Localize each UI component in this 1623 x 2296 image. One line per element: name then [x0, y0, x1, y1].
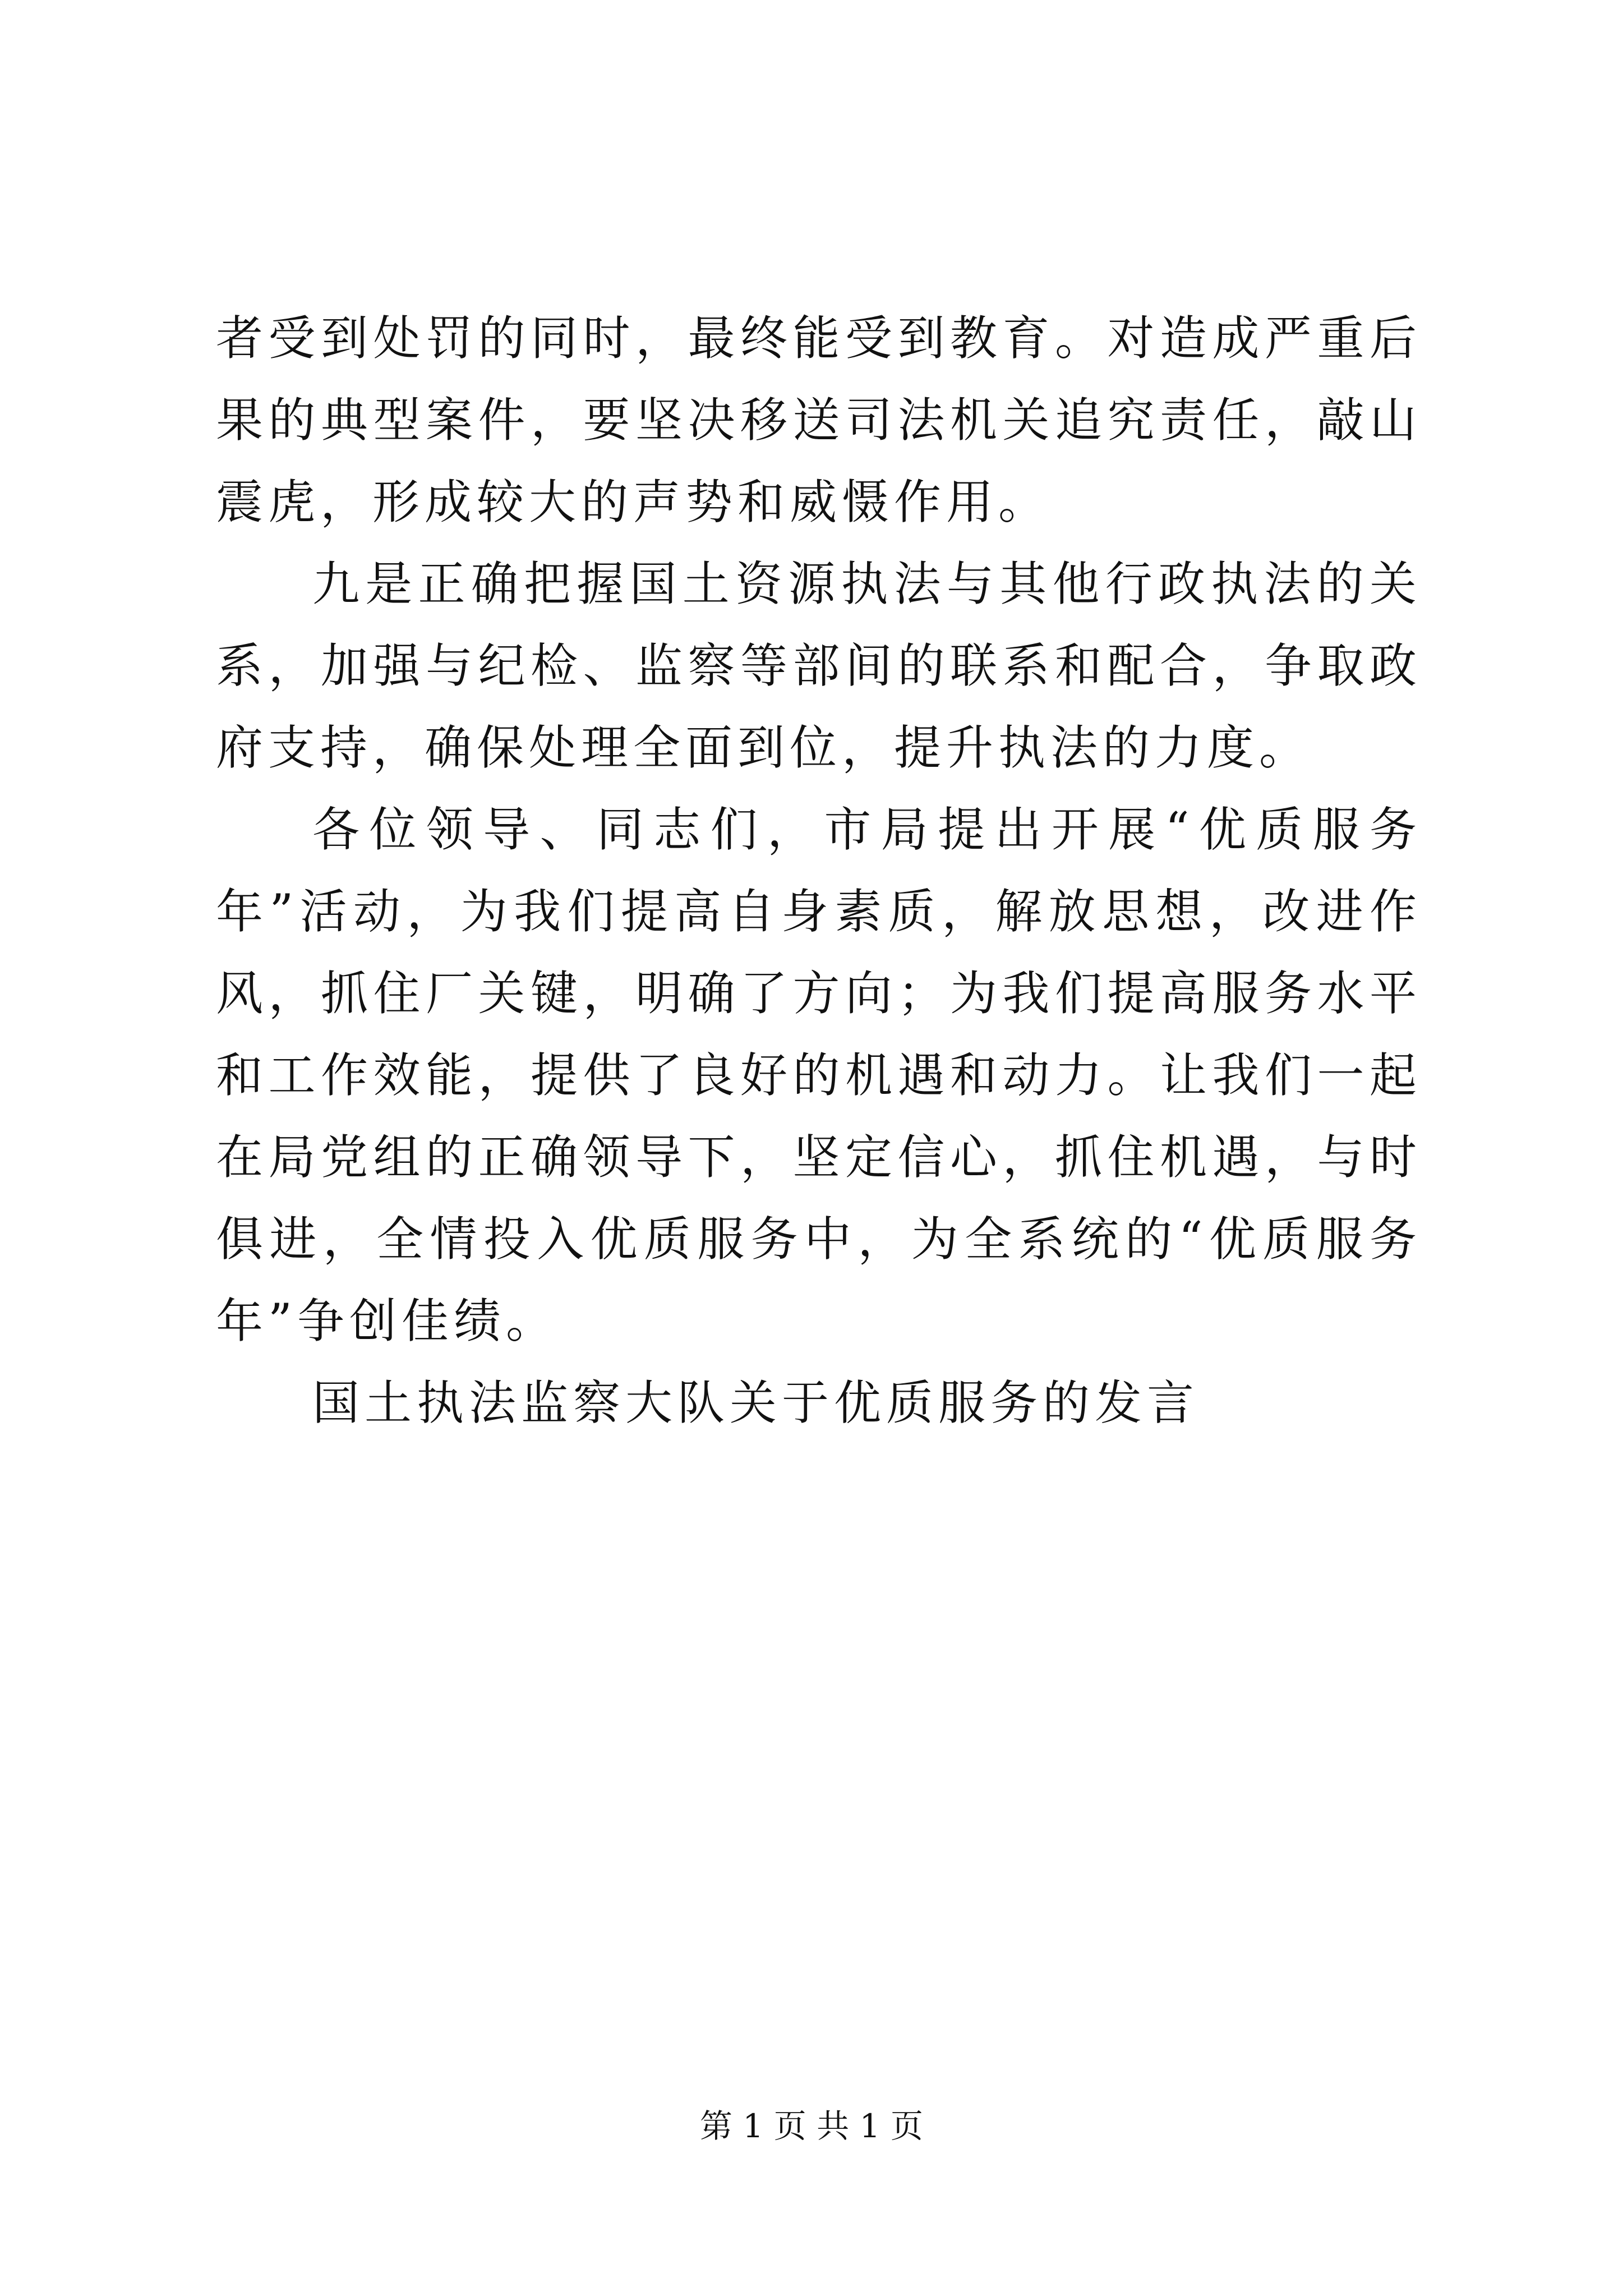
- paragraph-closing-remarks: 各位领导、同志们，市局提出开展“优质服务年”活动，为我们提高自身素质，解放思想，改进作风，抓住厂关键，明确了方向；为我们提高服务水平和工作效能，提供了良好的机遇和动力。让我们一起在局党组的正确领导下，坚定信心，抓住机遇，与时俱进，全情投入优质服务中，为全系统的“优质服务年”争创佳绩。: [216, 802, 1422, 1349]
- paragraph-item-nine: 九是正确把握国土资源执法与其他行政执法的关系，加强与纪检、监察等部间的联系和配合，争取政府支持，确保处理全面到位，提升执法的力度。: [216, 556, 1422, 775]
- page-footer: 第 1 页 共 1 页: [700, 2107, 923, 2145]
- paragraph-continuation: 者受到处罚的同时，最终能受到教育。对造成严重后果的典型案件，要坚决移送司法机关追究责任，敲山震虎，形成较大的声势和威慑作用。: [216, 311, 1422, 530]
- paragraph-speech-title: 国土执法监察大队关于优质服务的发言: [312, 1375, 1200, 1430]
- document-body: [216, 297, 1422, 1444]
